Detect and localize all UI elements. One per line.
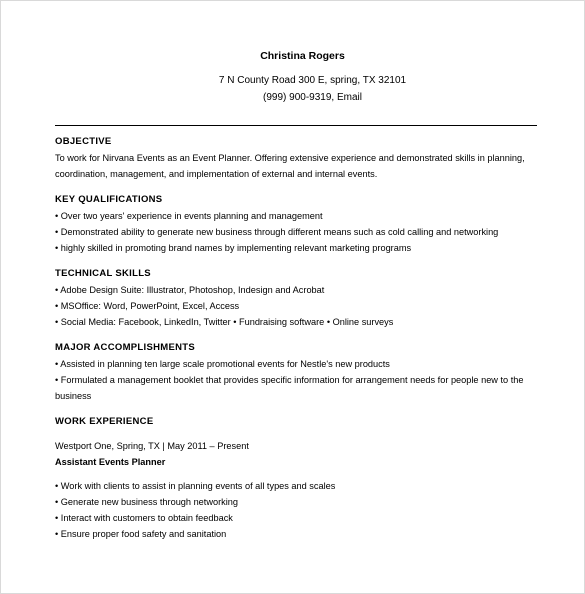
list-item: • Work with clients to assist in planning events of all types and scales — [55, 478, 537, 494]
list-item: • Over two years' experience in events planning and management — [55, 208, 537, 224]
work-experience-heading: WORK EXPERIENCE — [55, 416, 154, 427]
objective-text: To work for Nirvana Events as an Event Planner. Offering extensive experience and demonstrated skills in planning, coordination, management, and implementation of external and internal events. — [55, 153, 525, 179]
list-item: • Generate new business through networking — [55, 494, 537, 510]
resume-body — [55, 134, 537, 542]
technical-skills-section — [55, 266, 537, 330]
spacer — [55, 330, 537, 340]
list-item: • MSOffice: Word, PowerPoint, Excel, Access — [55, 298, 537, 314]
employer-line: Westport One, Spring, TX | May 2011 – Present — [55, 441, 249, 451]
spacer — [55, 182, 537, 192]
list-item: • Demonstrated ability to generate new business through different means such as cold calling and networking — [55, 224, 537, 240]
spacer — [55, 404, 537, 414]
list-item: • Adobe Design Suite: Illustrator, Photoshop, Indesign and Acrobat — [55, 282, 537, 298]
spacer — [55, 256, 537, 266]
header-divider — [55, 125, 537, 126]
list-item: • Ensure proper food safety and sanitation — [55, 526, 537, 542]
resume-contact: (999) 900-9319, Email — [263, 92, 362, 103]
major-accomplishments-section — [55, 340, 537, 404]
list-item: • highly skilled in promoting brand names by implementing relevant marketing programs — [55, 240, 537, 256]
list-item: • Assisted in planning ten large scale promotional events for Nestle's new products — [55, 356, 537, 372]
technical-skills-heading: TECHNICAL SKILLS — [55, 268, 151, 279]
key-qualifications-section — [55, 192, 537, 256]
resume-name: Christina Rogers — [260, 50, 345, 62]
spacer — [55, 470, 537, 478]
objective-section — [55, 134, 537, 182]
list-item: • Formulated a management booklet that provides specific information for arrangement needs for people new to the business — [55, 372, 537, 404]
resume-address: 7 N County Road 300 E, spring, TX 32101 — [218, 75, 407, 86]
list-item: • Interact with customers to obtain feedback — [55, 510, 537, 526]
major-accomplishments-heading: MAJOR ACCOMPLISHMENTS — [55, 342, 196, 353]
key-qualifications-heading: KEY QUALIFICATIONS — [55, 194, 163, 205]
objective-heading: OBJECTIVE — [55, 136, 112, 147]
job-title: Assistant Events Planner — [55, 457, 166, 467]
work-experience-section — [55, 414, 537, 542]
spacer — [55, 430, 537, 438]
list-item: • Social Media: Facebook, LinkedIn, Twitter • Fundraising software • Online surveys — [55, 314, 537, 330]
